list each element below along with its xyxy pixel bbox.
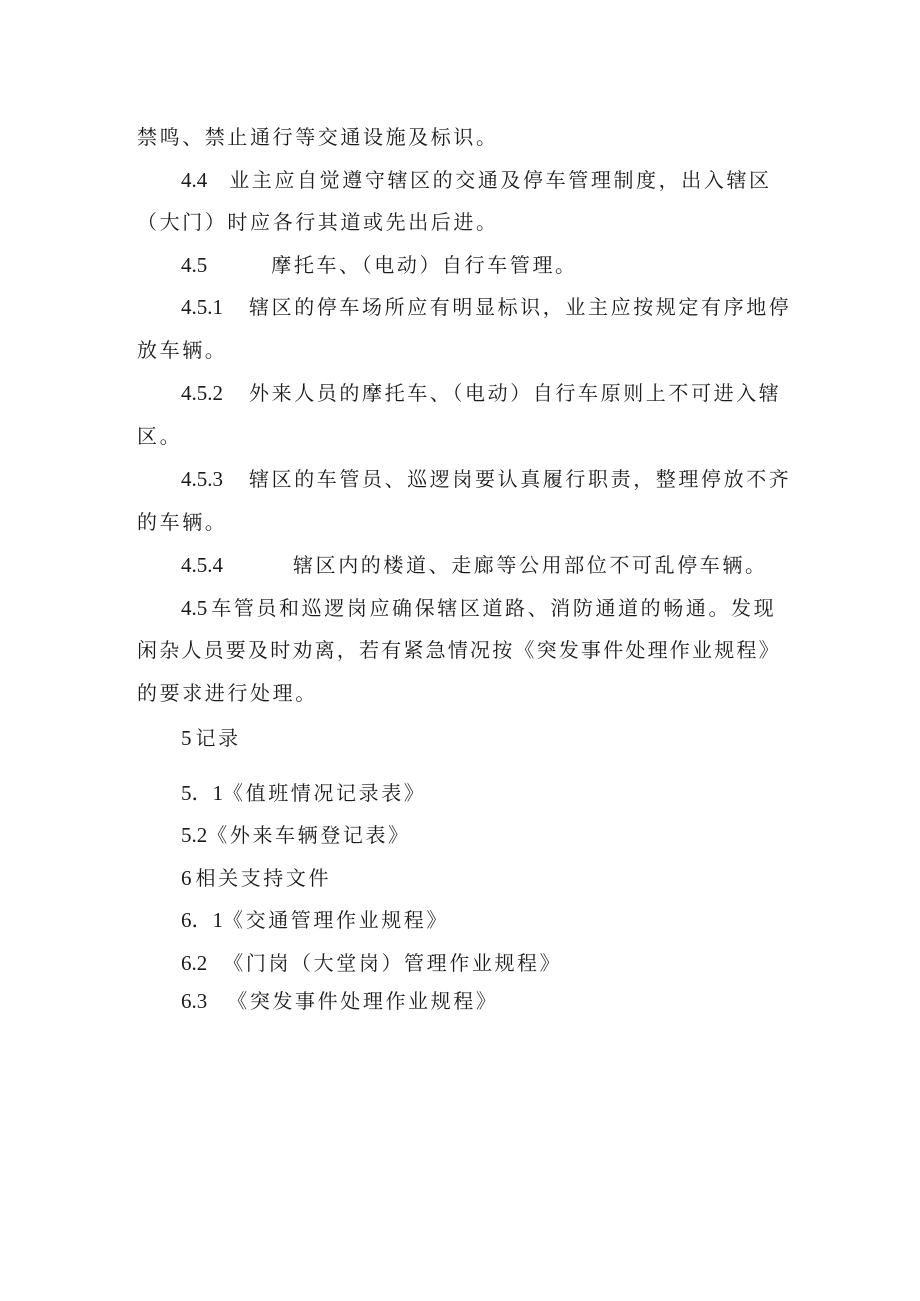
paragraph-text: 禁鸣、禁止通行等交通设施及标识。: [137, 125, 499, 149]
section-number: 5: [181, 726, 192, 750]
paragraph-text: 闲杂人员要及时劝离，若有紧急情况按《突发事件处理作业规程》: [137, 638, 781, 662]
section-number: 4.5: [181, 253, 208, 277]
text-line: [137, 209, 499, 235]
item-6-1: [181, 907, 449, 933]
section-number: 6.3: [181, 989, 208, 1013]
paragraph-4-5: [181, 252, 578, 278]
text-line: [137, 124, 499, 150]
paragraph-4-5-4: [181, 552, 768, 578]
paragraph-4-4: [181, 167, 772, 193]
paragraph-text: （大门）时应各行其道或先出后进。: [137, 210, 499, 234]
item-text: 《门岗（大堂岗）管理作业规程》: [223, 951, 563, 975]
item-5-1: [181, 780, 426, 806]
text-line: [137, 509, 227, 535]
item-6-3: [181, 988, 498, 1014]
text-line: [137, 423, 182, 449]
item-5-2: [181, 822, 411, 848]
item-text: 《交通管理作业规程》: [223, 908, 449, 932]
section-number: 5.2: [181, 823, 208, 847]
section-title: 相关支持文件: [195, 866, 332, 890]
paragraph-4-5-3: [181, 466, 791, 492]
paragraph-4-5-b: [181, 595, 776, 621]
paragraph-4-5-1: [181, 294, 791, 320]
item-text: 《外来车辆登记表》: [207, 823, 411, 847]
paragraph-text: 辖区的车管员、巡逻岗要认真履行职责，整理停放不齐: [249, 467, 792, 491]
section-number: 4.5.3: [181, 467, 223, 491]
paragraph-text: 车管员和巡逻岗应确保辖区道路、消防通道的畅通。发现: [211, 596, 777, 620]
item-text: 《突发事件处理作业规程》: [227, 989, 499, 1013]
section-number: 4.4: [181, 168, 208, 192]
paragraph-text: 区。: [137, 424, 183, 448]
text-line: [137, 337, 227, 363]
paragraph-text: 的车辆。: [137, 510, 228, 534]
paragraph-text: 辖区的停车场所应有明显标识，业主应按规定有序地停: [249, 295, 792, 319]
paragraph-text: 的要求进行处理。: [137, 681, 318, 705]
paragraph-text: 摩托车、（电动）自行车管理。: [271, 253, 578, 277]
paragraph-text: 业主应自觉遵守辖区的交通及停车管理制度，出入辖区: [229, 168, 772, 192]
section-number: 6.2: [181, 951, 208, 975]
paragraph-text: 外来人员的摩托车、（电动）自行车原则上不可进入辖: [249, 381, 782, 405]
section-number: 4.5: [181, 596, 208, 620]
section-6-heading: [181, 865, 331, 891]
item-text: 《值班情况记录表》: [223, 781, 427, 805]
section-number: 6．1: [181, 908, 223, 932]
section-title: 记录: [195, 726, 241, 750]
section-number: 4.5.2: [181, 381, 223, 405]
paragraph-4-5-2: [181, 380, 781, 406]
paragraph-text: 辖区内的楼道、走廊等公用部位不可乱停车辆。: [293, 553, 768, 577]
text-line: [137, 680, 318, 706]
section-5-heading: [181, 725, 241, 751]
item-6-2: [181, 950, 562, 976]
text-line: [137, 637, 781, 663]
section-number: 4.5.1: [181, 295, 223, 319]
paragraph-text: 放车辆。: [137, 338, 228, 362]
section-number: 4.5.4: [181, 553, 223, 577]
section-number: 5．1: [181, 781, 223, 805]
section-number: 6: [181, 866, 192, 890]
